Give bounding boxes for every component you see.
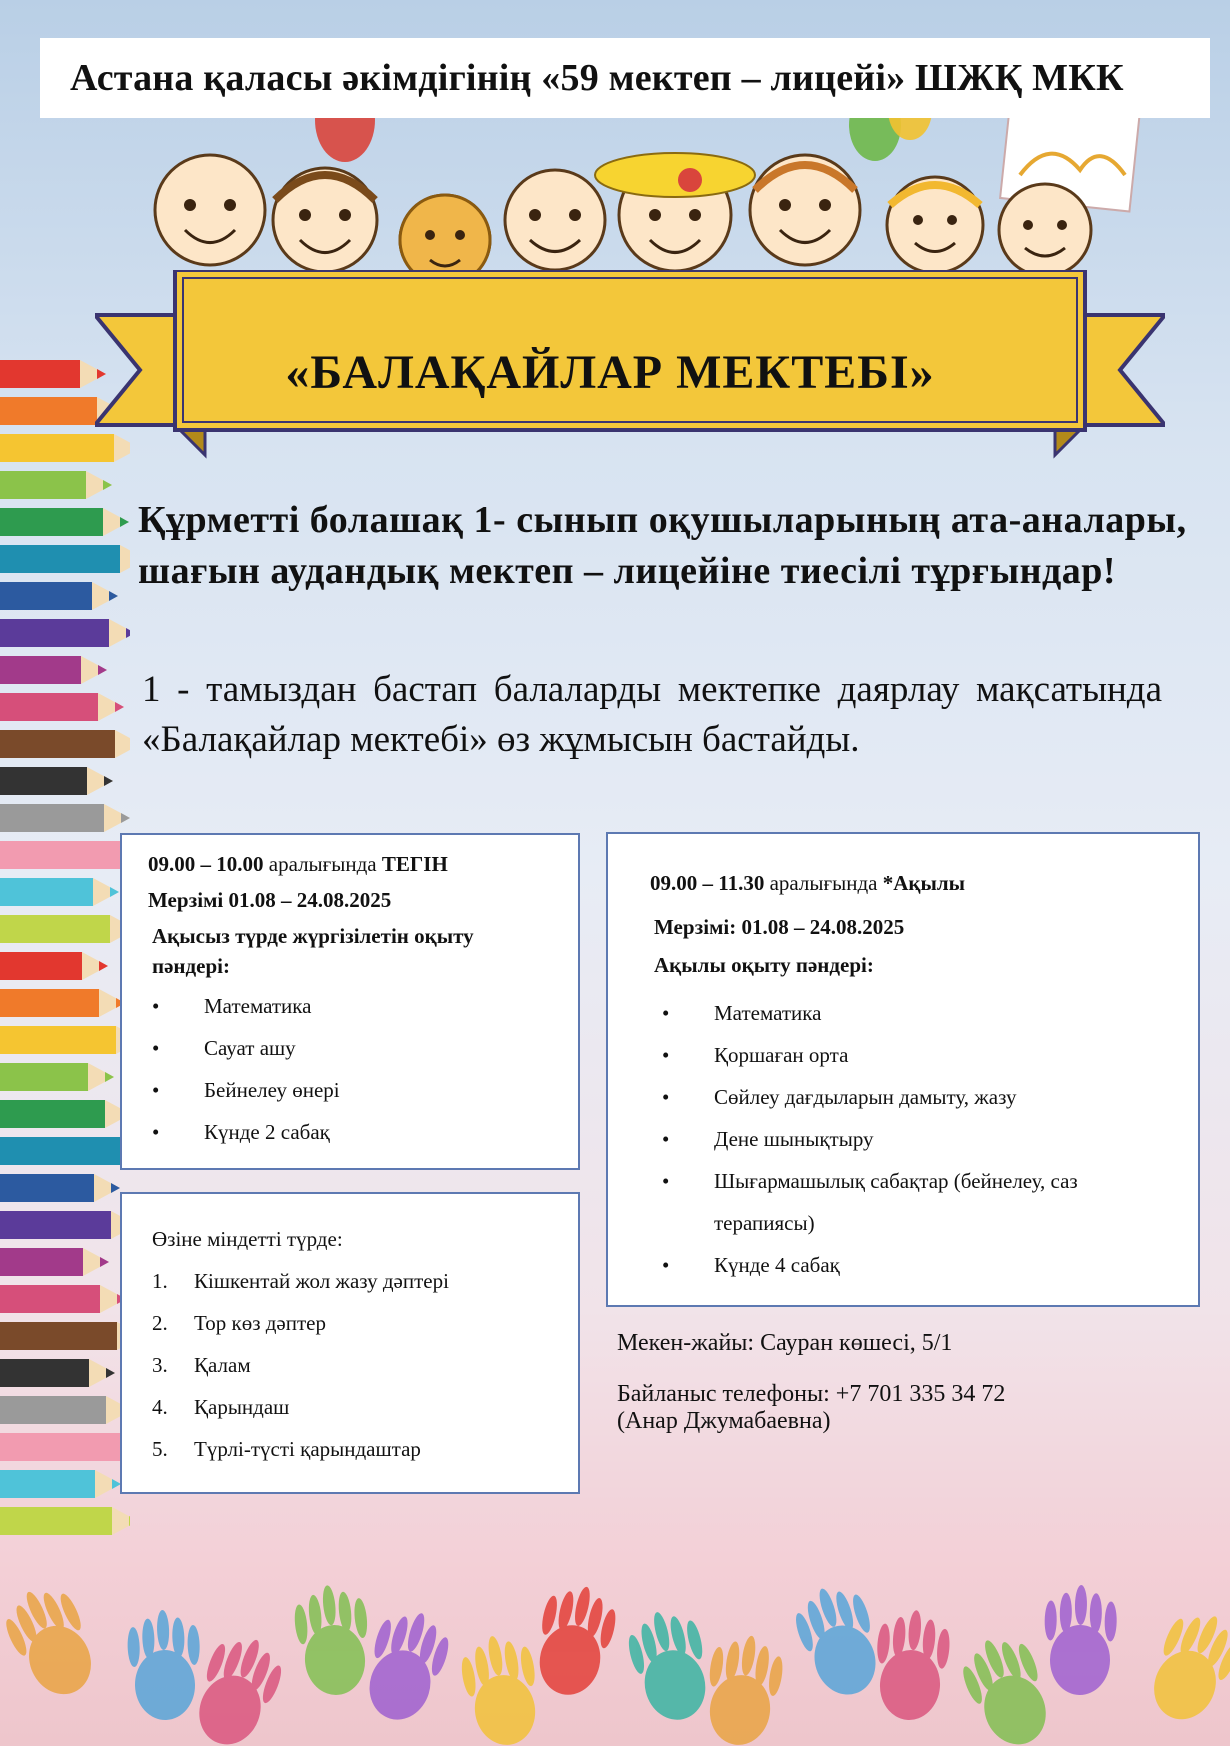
handprints-decoration — [0, 1540, 1230, 1746]
list-item: • Дене шынықтыру — [662, 1118, 1198, 1160]
pencil — [0, 1174, 120, 1202]
free-time-line — [148, 849, 578, 879]
intro-text: 1 - тамыздан бастап балаларды мектепке даярлау мақсатында «Балақайлар мектебі» өз жұмысын бастайды. — [142, 669, 1162, 760]
free-subjects-title-1: Ақысыз түрде жүргізілетін оқыту — [152, 924, 474, 948]
pencil — [0, 1470, 121, 1498]
supplies-box — [120, 1192, 580, 1494]
pencil — [0, 1026, 130, 1054]
paid-subjects-list — [662, 992, 1198, 1286]
pencil — [0, 1063, 114, 1091]
pencil — [0, 508, 129, 536]
pencil — [0, 1211, 130, 1239]
handprint — [527, 1579, 622, 1702]
pencil — [0, 1137, 130, 1165]
supplies-title: Өзіне міндетті түрде: — [152, 1227, 343, 1251]
pencil — [0, 1507, 130, 1535]
list-item — [152, 1386, 578, 1428]
pencil — [0, 582, 118, 610]
paid-subjects-title: Ақылы оқыту пәндері: — [654, 953, 874, 977]
handprint — [954, 1627, 1062, 1746]
contact-person: (Анар Джумабаевна) — [617, 1408, 831, 1434]
free-subjects-list — [152, 985, 578, 1153]
paid-classes-box — [606, 832, 1200, 1307]
pencil — [0, 656, 107, 684]
list-item: • Күнде 2 сабақ — [152, 1111, 578, 1153]
continuation-text: терапиясы) — [714, 1211, 815, 1235]
address: Мекен-жайы: Сауран көшесі, 5/1 — [617, 1330, 953, 1356]
list-item — [152, 1260, 578, 1302]
free-badge: ТЕГІН — [381, 852, 448, 876]
handprint — [457, 1630, 547, 1746]
pencils-decoration — [0, 360, 130, 1560]
pencil — [0, 471, 112, 499]
list-item: • Сөйлеу дағдыларын дамыту, жазу — [662, 1076, 1198, 1118]
pencil — [0, 767, 113, 795]
paid-time-suffix: аралығында — [769, 871, 878, 895]
pencil — [0, 841, 130, 869]
supplies-list — [152, 1260, 578, 1470]
item-text: Қарындаш — [194, 1395, 290, 1419]
free-time: 09.00 – 10.00 — [148, 852, 264, 876]
pencil — [0, 915, 130, 943]
header-bar — [40, 38, 1210, 118]
pencil — [0, 989, 125, 1017]
item-number: 5. — [152, 1437, 168, 1461]
handprint — [126, 1609, 202, 1721]
pencil — [0, 952, 108, 980]
list-item: • Бейнелеу өнері — [152, 1069, 578, 1111]
list-item: • Математика — [662, 992, 1198, 1034]
item-number: 1. — [152, 1269, 168, 1293]
pencil — [0, 1100, 130, 1128]
handprint — [788, 1578, 890, 1705]
pencil — [0, 360, 106, 388]
pencil — [0, 1285, 126, 1313]
free-subjects-title-2: пәндері: — [152, 954, 230, 978]
list-item: • Қоршаған орта — [662, 1034, 1198, 1076]
paid-time-line — [650, 868, 1198, 898]
handprint — [622, 1604, 718, 1728]
handprint — [699, 1630, 787, 1746]
list-item: • Шығармашылық сабақтар (бейнелеу, саз — [662, 1160, 1198, 1202]
handprint — [1043, 1584, 1117, 1695]
free-classes-box — [120, 833, 580, 1170]
school-name: Астана қаласы әкімдігінің «59 мектеп – лицейі» ШЖҚ МКК — [70, 57, 1124, 99]
handprint — [184, 1627, 291, 1746]
paid-period: Мерзімі: 01.08 – 24.08.2025 — [654, 915, 905, 939]
list-item: • Сауат ашу — [152, 1027, 578, 1069]
pencil — [0, 878, 119, 906]
pencil — [0, 1359, 115, 1387]
paid-time: 09.00 – 11.30 — [650, 871, 765, 895]
pencil — [0, 1322, 130, 1350]
item-text: Кішкентай жол жазу дәптері — [194, 1269, 449, 1293]
item-text: Түрлі-түсті қарындаштар — [194, 1437, 421, 1461]
list-item: • Математика — [152, 985, 578, 1027]
pencil — [0, 804, 130, 832]
pencil — [0, 1396, 130, 1424]
item-number: 2. — [152, 1311, 168, 1335]
pencil — [0, 693, 124, 721]
free-time-suffix: аралығында — [268, 852, 377, 876]
item-text: Тор көз дәптер — [194, 1311, 326, 1335]
handprint — [355, 1603, 456, 1729]
handprint — [871, 1607, 952, 1723]
contacts-block — [617, 1330, 1177, 1435]
pencil — [0, 1433, 130, 1461]
item-text: Қалам — [194, 1353, 251, 1377]
paid-badge: *Ақылы — [882, 871, 966, 895]
list-item: • Күнде 4 сабақ — [662, 1244, 1198, 1286]
banner-title: «БАЛАҚАЙЛАР МЕКТЕБІ» — [285, 346, 935, 399]
pencil — [0, 1248, 109, 1276]
item-number: 3. — [152, 1353, 168, 1377]
handprint — [291, 1582, 374, 1699]
free-period: Мерзімі 01.08 – 24.08.2025 — [148, 888, 392, 912]
pencil — [0, 619, 130, 647]
handprint — [0, 1577, 107, 1707]
pencil — [0, 545, 130, 573]
list-item-continuation — [662, 1202, 1198, 1244]
list-item — [152, 1302, 578, 1344]
list-item — [152, 1428, 578, 1470]
item-number: 4. — [152, 1395, 168, 1419]
pencil — [0, 730, 130, 758]
greeting-text: Құрметті болашақ 1- сынып оқушыларының ата-аналары, шағын аудандық мектеп – лицейіне тиесілі тұрғындар! — [138, 499, 1187, 592]
list-item — [152, 1344, 578, 1386]
phone: Байланыс телефоны: +7 701 335 34 72 — [617, 1381, 1006, 1407]
handprint — [1138, 1602, 1230, 1732]
